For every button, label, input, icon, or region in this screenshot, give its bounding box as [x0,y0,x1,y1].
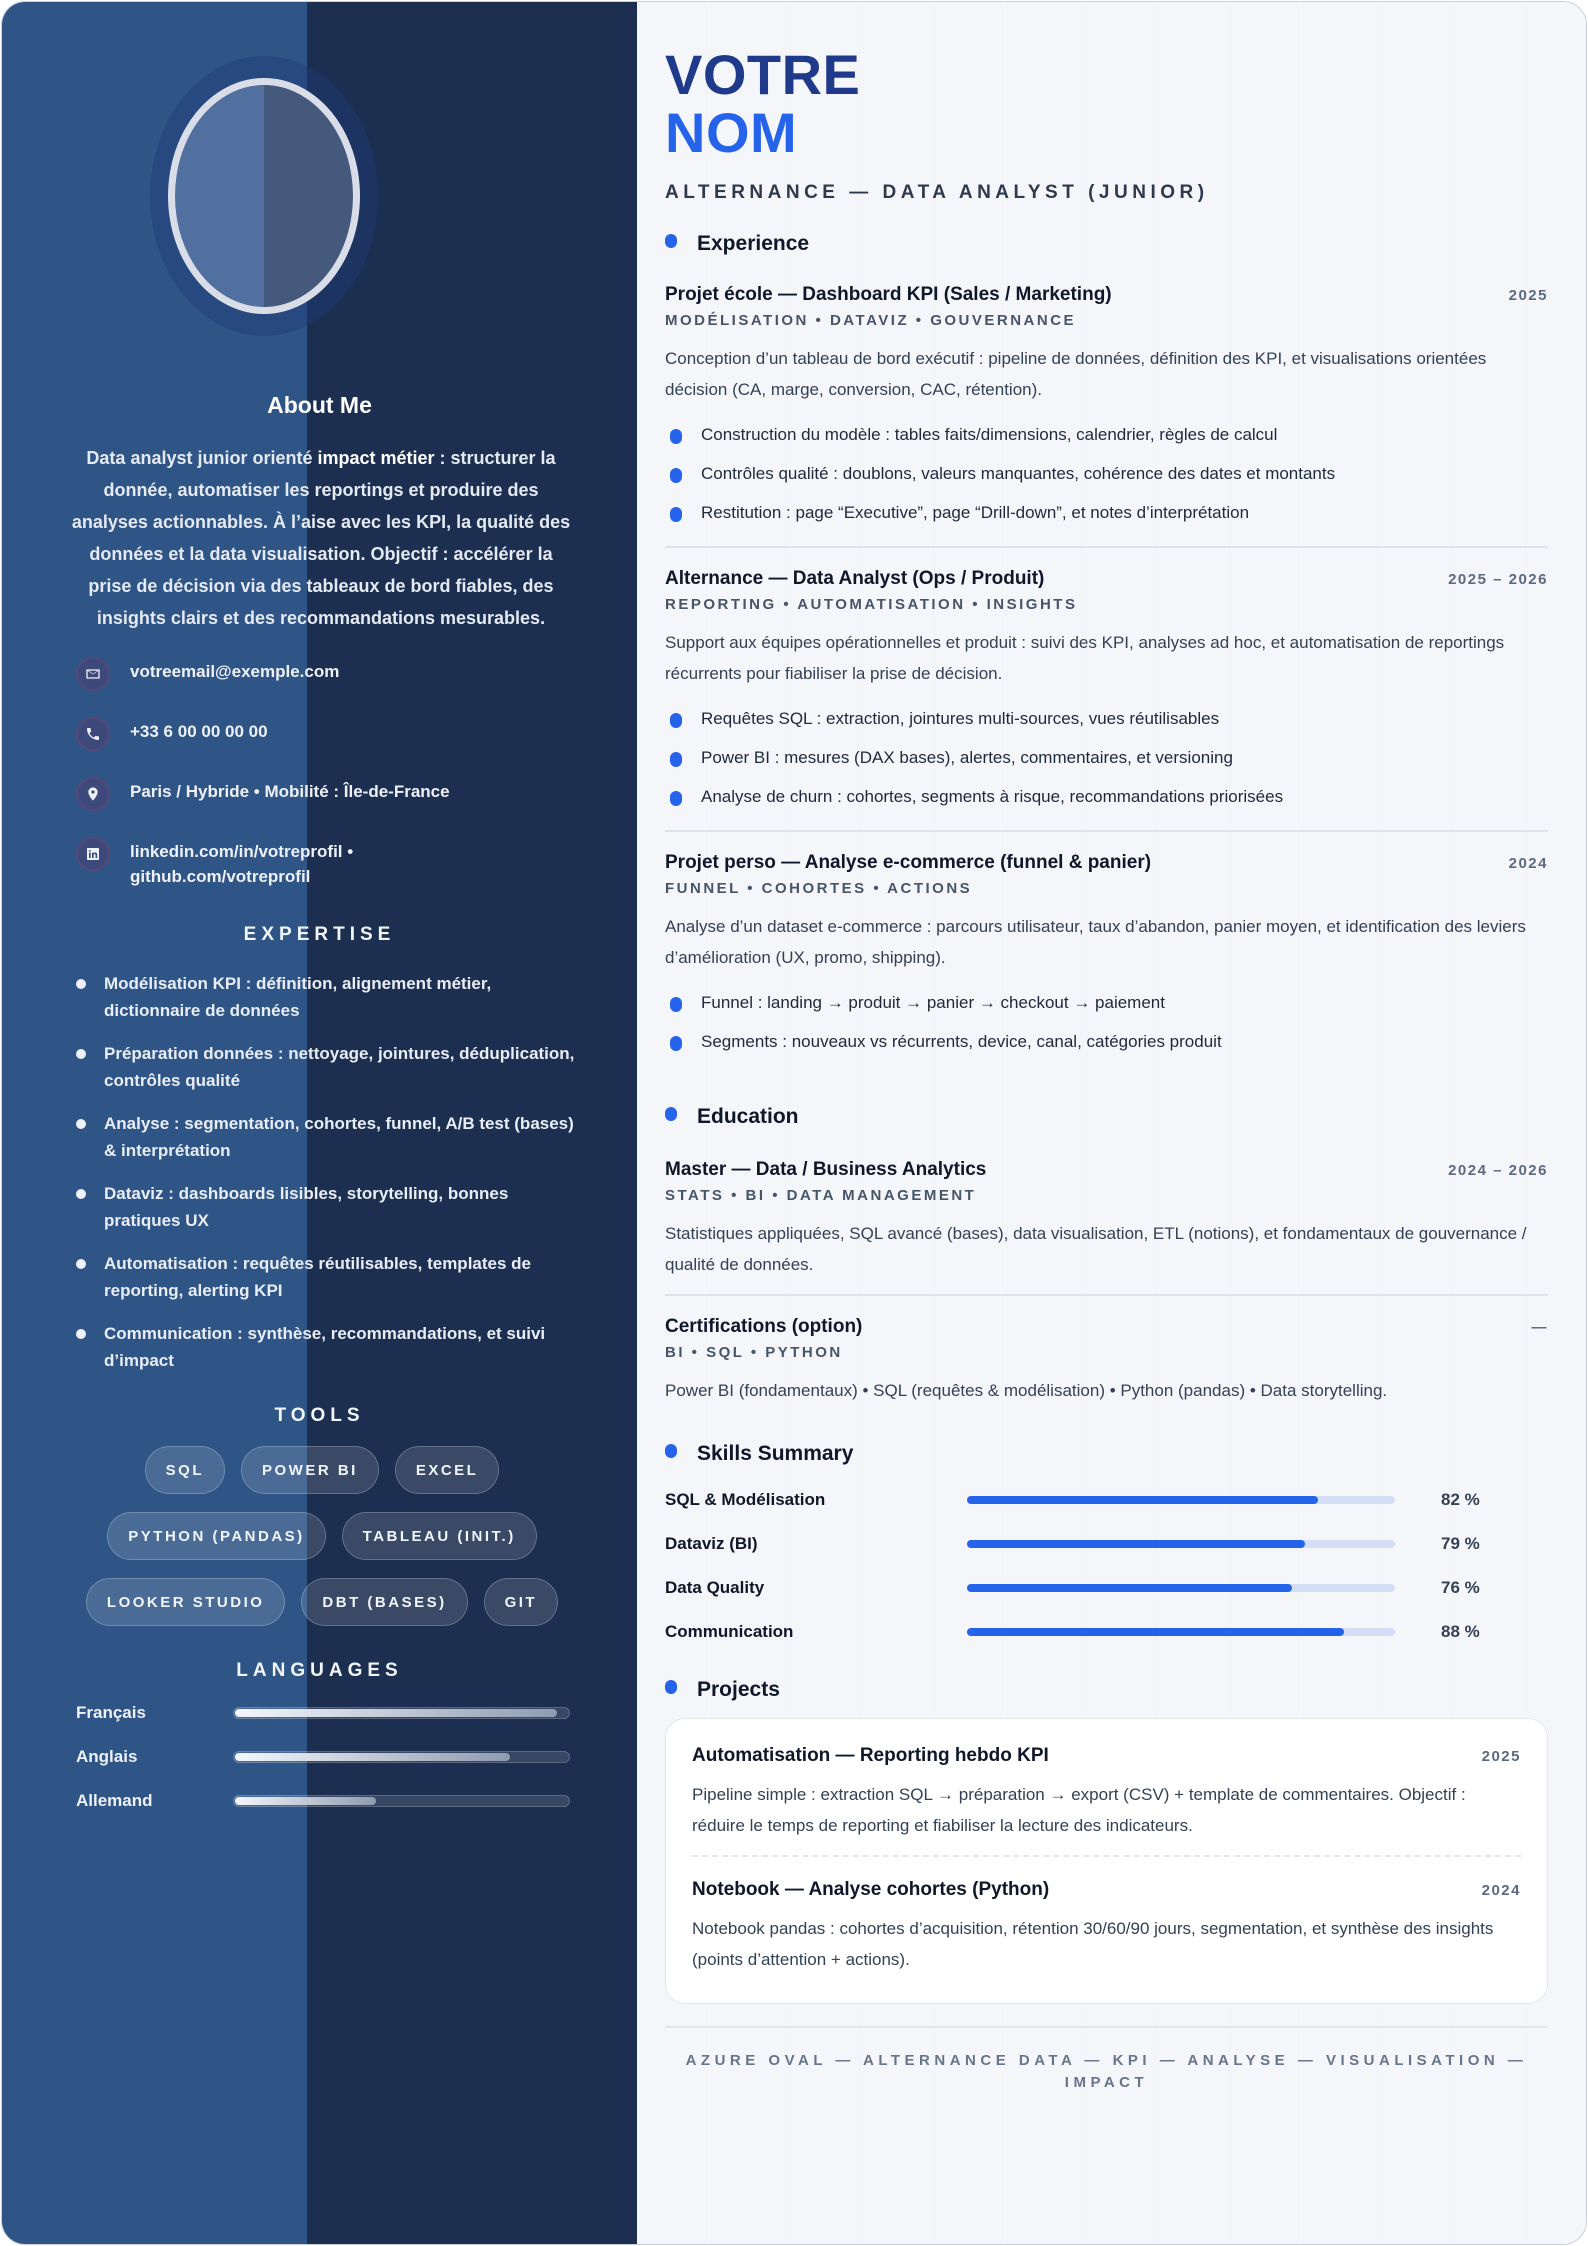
entry-title: Certifications (option) [665,1316,863,1337]
entry-tags: FUNNEL • COHORTES • ACTIONS [665,880,973,897]
entry-date: — [1531,1319,1548,1336]
entry-tags: REPORTING • AUTOMATISATION • INSIGHTS [665,596,1078,613]
bullet-item: Restitution : page “Executive”, page “Drill-down”, et notes d’interprétation [665,493,1548,532]
contact-phone[interactable] [76,717,596,751]
skill-bar [967,1496,1395,1504]
language-label: Allemand [76,1791,153,1810]
contact-links-text: linkedin.com/in/votreprofil • github.com/votreprofil [130,842,354,886]
entry-bullets [665,699,1548,816]
entry-title: Projet école — Dashboard KPI (Sales / Marketing) [665,284,1112,305]
skill-row [665,1522,1548,1566]
sidebar [2,2,637,2244]
about-text-end: : structurer la donnée, automatiser les reportings et produire des analyses actionnables. À l’aise avec les KPI, la qualité des données et la data visualisation. Objectif : accélérer la prise de décision via des tableaux de bord fiables, des insights clairs et des recommandations mesurables. [71,448,571,628]
projects-card [665,1718,1548,2004]
expertise-item: Automatisation : requêtes réutilisables, templates de reporting, alerting KPI [76,1250,576,1304]
languages-list [76,1702,570,1834]
skill-row [665,1478,1548,1522]
role-title: ALTERNANCE — DATA ANALYST (JUNIOR) [665,182,1209,203]
entry-title: Master — Data / Business Analytics [665,1159,987,1180]
bullet-item: Funnel : landing → produit → panier → checkout → paiement [665,983,1548,1022]
expertise-item: Communication : synthèse, recommandations, et suivi d’impact [76,1320,576,1374]
bullet-item: Power BI : mesures (DAX bases), alertes, commentaires, et versioning [665,738,1548,777]
expertise-item: Préparation données : nettoyage, jointures, déduplication, contrôles qualité [76,1040,576,1094]
entry-head [665,1316,1548,1338]
contact-links[interactable] [76,837,596,889]
experience-entry [665,284,1548,548]
tool-chip: DBT (BASES) [301,1578,467,1626]
section-title-text: Skills Summary [697,1442,854,1465]
skill-bar-fill [967,1496,1318,1504]
entry-head [665,852,1548,874]
name-first: VOTRE [665,43,861,106]
experience-entry [665,852,1548,1075]
entry-bullets [665,415,1548,532]
bullet-item: Requêtes SQL : extraction, jointures multi-sources, vues réutilisables [665,699,1548,738]
entry-title: Projet perso — Analyse e-commerce (funnel & panier) [665,852,1152,873]
contact-phone-text: +33 6 00 00 00 00 [130,722,268,741]
entry-tags: MODÉLISATION • DATAVIZ • GOUVERNANCE [665,312,1077,329]
project-head [692,1879,1521,1901]
entry-head [665,1159,1548,1181]
languages-heading: LANGUAGES [236,1660,403,1681]
language-row [76,1702,570,1724]
tool-chip: TABLEAU (INIT.) [342,1512,537,1560]
project-title: Automatisation — Reporting hebdo KPI [692,1745,1049,1766]
entry-date: 2025 – 2026 [1448,571,1548,588]
tools-heading: TOOLS [274,1405,365,1426]
language-bar-fill [235,1797,376,1805]
project-item [692,1855,1521,1989]
profile-photo-placeholder [168,78,360,314]
entry-description: Power BI (fondamentaux) • SQL (requêtes & modélisation) • Python (pandas) • Data storytelling. [665,1381,1388,1400]
entry-tags: BI • SQL • PYTHON [665,1344,843,1361]
bullet-item: Segments : nouveaux vs récurrents, device, canal, catégories produit [665,1022,1548,1061]
about-text-start: Data analyst junior orienté [86,448,318,468]
skill-bar-fill [967,1584,1292,1592]
entry-bullets [665,983,1548,1061]
entry-title: Alternance — Data Analyst (Ops / Produit) [665,568,1045,589]
expertise-list [76,970,576,1390]
contact-email[interactable] [76,657,596,691]
section-dot-icon [665,234,677,248]
bullet-item: Analyse de churn : cohortes, segments à risque, recommandations priorisées [665,777,1548,816]
entry-tags: STATS • BI • DATA MANAGEMENT [665,1187,977,1204]
tool-chip: LOOKER STUDIO [86,1578,286,1626]
section-dot-icon [665,1444,677,1458]
entry-description: Support aux équipes opérationnelles et produit : suivi des KPI, analyses ad hoc, et automatisation de reportings récurrents pour fiabiliser la prise de décision. [665,633,1505,683]
project-head [692,1745,1521,1767]
contact-location [76,777,596,811]
mail-icon [76,657,110,691]
tool-chip: EXCEL [395,1446,500,1494]
phone-icon [76,717,110,751]
skill-label: SQL & Modélisation [665,1490,826,1509]
entry-head [665,568,1548,590]
name-last: NOM [665,101,798,164]
tool-row [72,1446,572,1494]
entry-head [665,284,1548,306]
entry-description: Analyse d’un dataset e-commerce : parcours utilisateur, taux d’abandon, panier moyen, et identification des leviers d’amélioration (UX, promo, shipping). [665,917,1526,967]
tool-row [72,1578,572,1626]
tool-chip: GIT [484,1578,559,1626]
skill-row [665,1566,1548,1610]
entry-date: 2024 – 2026 [1448,1162,1548,1179]
section-dot-icon [665,1680,677,1694]
contact-email-text: votreemail@exemple.com [130,662,340,681]
skill-value: 82 % [1441,1490,1480,1509]
linkedin-icon [76,837,110,871]
section-title-text: Education [697,1105,799,1128]
contact-location-text: Paris / Hybride • Mobilité : Île-de-France [130,782,450,801]
skill-label: Communication [665,1622,794,1641]
education-list [665,1159,1548,1420]
skill-label: Data Quality [665,1578,765,1597]
skill-bar-fill [967,1540,1305,1548]
tool-chip: SQL [145,1446,225,1494]
language-row [76,1746,570,1768]
tool-chip: PYTHON (PANDAS) [107,1512,325,1560]
contact-list [76,657,596,915]
skills-heading [665,1442,1548,1466]
skill-value: 79 % [1441,1534,1480,1553]
language-bar [233,1795,570,1807]
language-bar-fill [235,1753,510,1761]
section-title-text: Experience [697,232,810,255]
main-content [637,2,1586,2244]
about-text [66,442,576,634]
resume-card [1,1,1587,2245]
tools-chips [72,1446,572,1644]
expertise-item: Dataviz : dashboards lisibles, storytelling, bonnes pratiques UX [76,1180,576,1234]
tool-row [72,1512,572,1560]
bullet-item: Contrôles qualité : doublons, valeurs manquantes, cohérence des dates et montants [665,454,1548,493]
expertise-item: Modélisation KPI : définition, alignement métier, dictionnaire de données [76,970,576,1024]
education-entry [665,1159,1548,1296]
skill-row [665,1610,1548,1654]
section-dot-icon [665,1107,677,1121]
entry-description: Conception d’un tableau de bord exécutif : pipeline de données, définition des KPI, et visualisations orientées décision (CA, marge, conversion, CAC, rétention). [665,349,1487,399]
language-row [76,1790,570,1812]
education-heading [665,1105,1548,1129]
project-description: Notebook pandas : cohortes d’acquisition, rétention 30/60/90 jours, segmentation, et synthèse des insights (points d’attention + actions). [692,1919,1494,1969]
skill-bar [967,1628,1395,1636]
experience-heading [665,232,1548,256]
entry-date: 2025 [1508,287,1548,304]
project-description: Pipeline simple : extraction SQL → préparation → export (CSV) + template de commentaires. Objectif : réduire le temps de reporting et fiabiliser la lecture des indicateurs. [692,1785,1466,1835]
skills-list [665,1478,1548,1654]
project-title: Notebook — Analyse cohortes (Python) [692,1879,1050,1900]
project-date: 2025 [1481,1748,1521,1765]
language-bar-fill [235,1709,557,1717]
about-title: About Me [267,392,372,418]
project-date: 2024 [1481,1882,1521,1899]
expertise-item: Analyse : segmentation, cohortes, funnel, A/B test (bases) & interprétation [76,1110,576,1164]
projects-heading [665,1678,1548,1702]
experience-entry [665,568,1548,832]
footer-text: AZURE OVAL — ALTERNANCE DATA — KPI — ANALYSE — VISUALISATION — IMPACT [685,2052,1528,2091]
expertise-heading: EXPERTISE [243,924,396,945]
experience-list [665,284,1548,1075]
skill-value: 76 % [1441,1578,1480,1597]
skill-bar-fill [967,1628,1344,1636]
language-label: Anglais [76,1747,138,1766]
bullet-item: Construction du modèle : tables faits/dimensions, calendrier, règles de calcul [665,415,1548,454]
about-text-emphasis: impact métier [317,448,435,468]
skill-bar [967,1540,1395,1548]
entry-date: 2024 [1508,855,1548,872]
footer-divider [665,2026,1548,2028]
skill-label: Dataviz (BI) [665,1534,758,1553]
language-label: Français [76,1703,146,1722]
tool-chip: POWER BI [241,1446,379,1494]
education-entry [665,1316,1548,1420]
section-title-text: Projects [697,1678,780,1701]
skill-bar [967,1584,1395,1592]
language-bar [233,1707,570,1719]
entry-description: Statistiques appliquées, SQL avancé (bases), data visualisation, ETL (notions), et fondamentaux de gouvernance / qualité de données. [665,1224,1527,1274]
skill-value: 88 % [1441,1622,1480,1641]
project-item [692,1745,1521,1855]
language-bar [233,1751,570,1763]
location-pin-icon [76,777,110,811]
